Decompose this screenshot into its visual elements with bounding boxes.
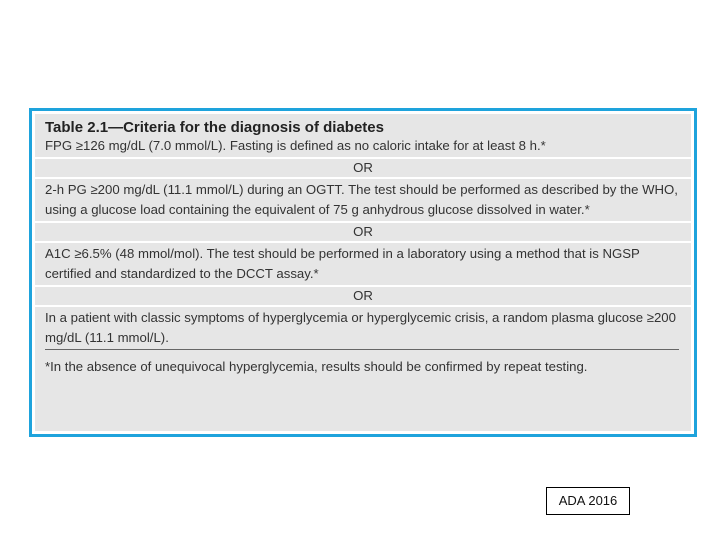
footnote-divider <box>45 349 679 350</box>
criteria-table-frame <box>29 108 697 437</box>
or-separator: OR <box>35 287 691 307</box>
criterion-a1c: A1C ≥6.5% (48 mmol/mol). The test should be performed in a laboratory using a method that is NGSP certified and standardized to the DCCT assay.* <box>35 243 691 287</box>
table-title: Table 2.1—Criteria for the diagnosis of diabetes <box>35 114 691 136</box>
source-label: ADA 2016 <box>546 487 630 515</box>
criterion-fpg: FPG ≥126 mg/dL (7.0 mmol/L). Fasting is defined as no caloric intake for at least 8 h.* <box>35 136 691 159</box>
criterion-ogtt: 2-h PG ≥200 mg/dL (11.1 mmol/L) during an OGTT. The test should be performed as described by the WHO, using a glucose load containing the equivalent of 75 g anhydrous glucose dissolved in water.* <box>35 179 691 223</box>
footnote-text: *In the absence of unequivocal hyperglycemia, results should be confirmed by repeat testing. <box>45 359 588 374</box>
or-separator: OR <box>35 223 691 243</box>
table-footnote <box>35 349 691 431</box>
criteria-table <box>35 114 691 431</box>
or-separator: OR <box>35 159 691 179</box>
criterion-random-glucose: In a patient with classic symptoms of hyperglycemia or hyperglycemic crisis, a random plasma glucose ≥200 mg/dL (11.1 mmol/L). <box>35 307 691 349</box>
